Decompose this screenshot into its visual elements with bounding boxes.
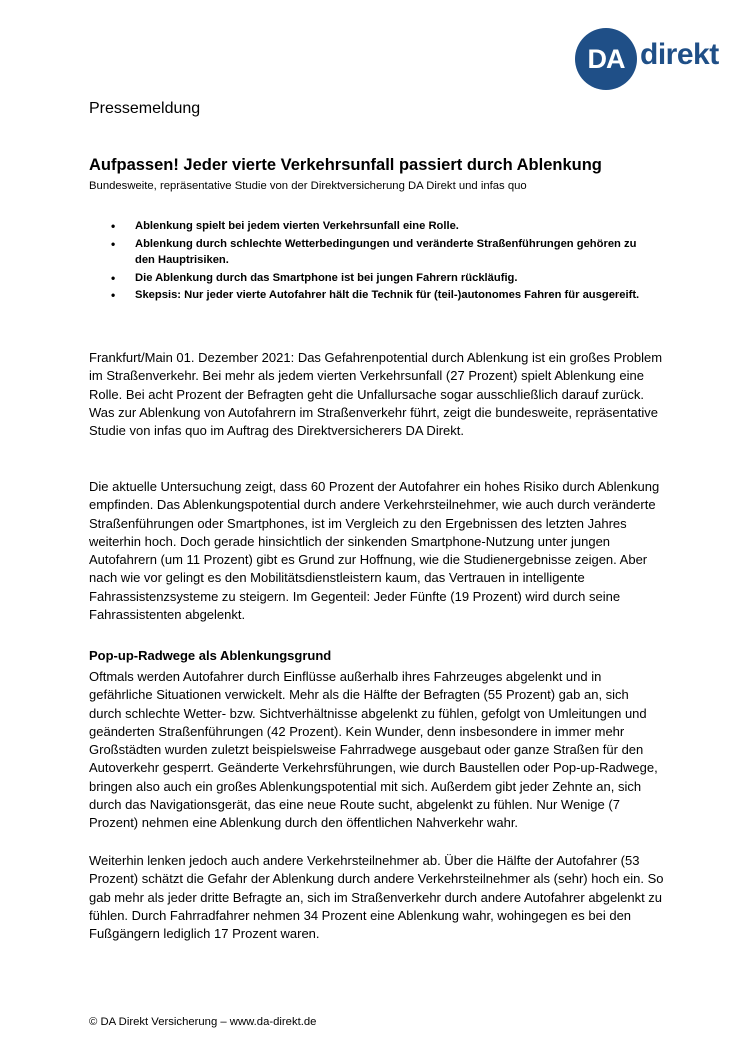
section-heading: Pop-up-Radwege als Ablenkungsgrund bbox=[89, 648, 332, 663]
key-point: • Ablenkung spielt bei jedem vierten Verkehrsunfall eine Rolle. bbox=[89, 218, 649, 235]
key-point: • Ablenkung durch schlechte Wetterbedingungen und veränderte Straßenführungen gehören zu den Hauptrisiken. bbox=[89, 236, 649, 269]
key-point: • Skepsis: Nur jeder vierte Autofahrer hält die Technik für (teil-)autonomes Fahren für ausgereift. bbox=[89, 287, 649, 304]
doc-label: Pressemeldung bbox=[89, 100, 201, 117]
footer-copyright: © DA Direkt Versicherung – www.da-direkt.de bbox=[89, 1016, 317, 1028]
logo-wordmark: direkt bbox=[640, 38, 719, 71]
body-paragraph-study: Die aktuelle Untersuchung zeigt, dass 60 Prozent der Autofahrer ein hohes Risiko durch Ablenkung empfinden. Das Ablenkungspotential durch andere Verkehrsteilnehmer, wie auch durch veränderte Straßenführungen oder Smartphones, ist im Vergleich zu den Ergebnissen des letzten Jahres weiterhin hoch. Doch gerade hinsichtlich der sinkenden Smartphone-Nutzung unter jungen Autofahrern (um 11 Prozent) gibt es Grund zur Hoffnung, wie die Studienergebnisse zeigen. Aber nach wie vor gelingt es den Mobilitätsdienstleistern kaum, das Vertrauen in intelligente Fahrassistenzsysteme zu steigern. Im Gegenteil: Jeder Fünfte (19 Prozent) wird durch seine Fahrassistenten abgelenkt. bbox=[89, 479, 660, 623]
body-paragraph-traffic: Weiterhin lenken jedoch auch andere Verkehrsteilnehmer ab. Über die Hälfte der Autofahrer (53 Prozent) schätzt die Gefahr der Ablenkung durch andere Verkehrsteilnehmer als (sehr) hoch ein. So gab mehr als jeder dritte Befragte an, sich im Straßenverkehr durch andere Autofahrer abgelenkt zu fühlen. Durch Fahrradfahrer nehmen 34 Prozent eine Ablenkung wahr, wohingegen es bei den Fußgängern lediglich 17 Prozent waren. bbox=[89, 853, 664, 942]
body-paragraph-intro: Frankfurt/Main 01. Dezember 2021: Das Gefahrenpotential durch Ablenkung ist ein großes Problem im Straßenverkehr. Bei mehr als jedem vierten Verkehrsunfall (27 Prozent) spielt Ablenkung eine Rolle. Bei acht Prozent der Befragten geht die Unfallursache sogar ausschließlich darauf zurück. Was zur Ablenkung von Autofahrern im Straßenverkehr führt, zeigt die bundesweite, repräsentative Studie von infas quo im Auftrag des Direktversicherers DA Direkt. bbox=[89, 350, 663, 439]
key-points-list bbox=[89, 218, 649, 305]
key-point: • Die Ablenkung durch das Smartphone ist bei jungen Fahrern rückläufig. bbox=[89, 270, 649, 287]
da-direkt-logo bbox=[575, 28, 727, 92]
page-title: Aufpassen! Jeder vierte Verkehrsunfall passiert durch Ablenkung bbox=[89, 156, 602, 174]
logo-mark: DA bbox=[575, 28, 637, 90]
page-subtitle: Bundesweite, repräsentative Studie von der Direktversicherung DA Direkt und infas quo bbox=[89, 180, 527, 192]
body-paragraph-popup: Oftmals werden Autofahrer durch Einflüsse außerhalb ihres Fahrzeuges abgelenkt und in gefährliche Situationen verwickelt. Mehr als die Hälfte der Befragten (55 Prozent) gab an, sich durch schlechte Wetter- bzw. Sichtverhältnisse abgelenkt zu fühlen, gefolgt von Umleitungen und geänderten Straßenführungen (42 Prozent). Kein Wunder, denn insbesondere in immer mehr Großstädten wurden zuletzt beispielsweise Fahrradwege ausgebaut oder ganze Straßen für den Autoverkehr gesperrt. Geänderte Verkehrsführungen, wie durch Baustellen oder Pop-up-Radwege, bringen also auch ein großes Ablenkungspotential mit sich. Außerdem gibt jeder Zehnte an, sich durch das Navigationsgerät, das eine neue Route sucht, abgelenkt zu fühlen. Nur Wenige (7 Prozent) nehmen eine Ablenkung durch den öffentlichen Nahverkehr wahr. bbox=[89, 669, 658, 831]
